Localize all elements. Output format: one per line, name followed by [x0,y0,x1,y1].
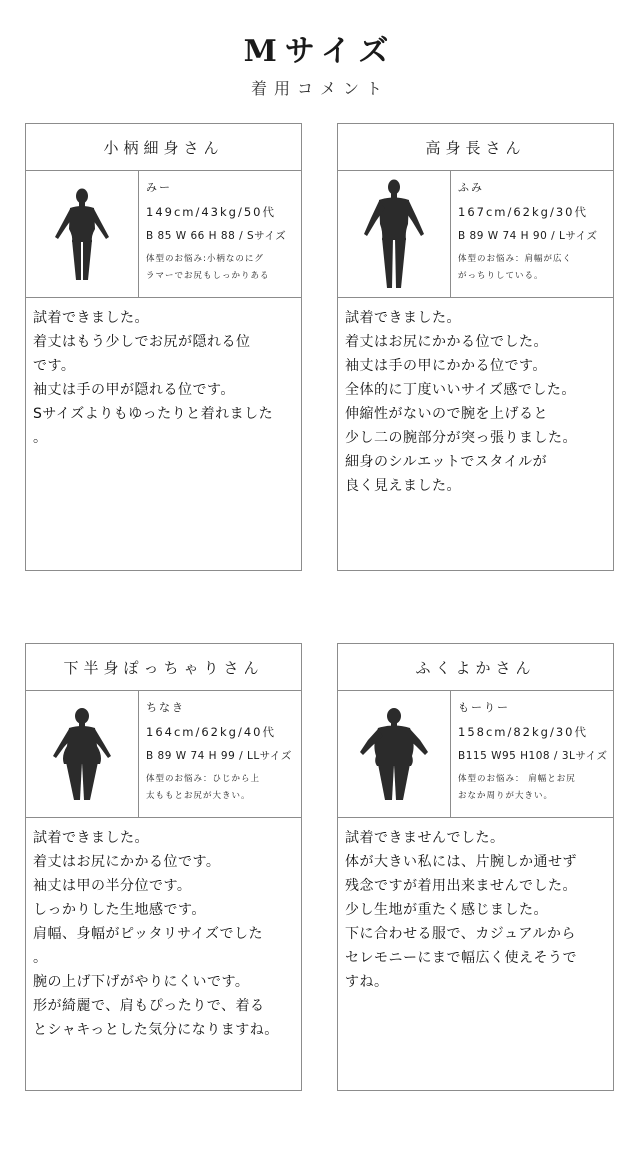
concern-line: 体型のお悩み： 肩幅とお尻 [458,774,576,784]
concern-line: 体型のお悩み：ひじから上 [146,774,261,784]
card-heading: 小柄細身さん [26,124,301,171]
comment-line: Sサイズよりもゆったりと着れました [33,406,274,422]
card-profile [338,691,613,818]
concern-line: がっちりしている。 [458,271,544,281]
review-card-tall [337,123,614,571]
concern-line: 体型のお悩み：肩幅が広く [458,254,573,264]
tall-body-silhouette-icon [338,171,451,297]
reviewer-stats: 167cm/62kg/30代 [458,205,588,219]
comment-line: すね。 [345,974,389,990]
comment-line: 試着できました。 [33,830,149,846]
comment-line: 試着できました。 [345,310,461,326]
comment-line: 残念ですが着用出来ませんでした。 [345,878,577,894]
reviewer-stats: 158cm/82kg/30代 [458,725,588,739]
comment-line: 着丈はお尻にかかる位でした。 [345,334,548,350]
comment-line: 試着できませんでした。 [345,830,505,846]
concern-line: 体型のお悩み:小柄なのにグ [146,254,264,264]
comment-line: 下に合わせる服で、カジュアルから [345,926,576,942]
reviewer-measurements: B115 W95 H108 / 3Lサイズ [458,750,608,762]
pear-shaped-body-silhouette-icon [26,691,139,817]
reviewer-stats: 164cm/62kg/40代 [146,725,276,739]
review-comment [26,818,301,1042]
body-concern [146,771,301,805]
comment-line: 体が大きい私には、片腕しか通せず [345,854,577,870]
review-comment [26,298,301,450]
comment-line: 。 [33,950,48,966]
body-concern [458,771,613,805]
comment-line: です。 [33,358,76,374]
comment-line: 少し二の腕部分が突っ張りました。 [345,430,577,446]
reviewer-measurements: B 89 W 74 H 90 / Lサイズ [458,230,598,242]
comment-line: 着丈はお尻にかかる位です。 [33,854,221,870]
comment-line: 良く見えました。 [345,478,461,494]
review-comment [338,298,613,498]
plump-body-silhouette-icon [338,691,451,817]
comment-line: 少し生地が重たく感じました。 [345,902,548,918]
card-profile [26,171,301,298]
comment-line: 着丈はもう少しでお尻が隠れる位 [33,334,251,350]
comment-line: 袖丈は手の甲が隠れる位です。 [33,382,235,398]
comment-line: 形が綺麗で、肩もぴったりで、着る [33,998,265,1014]
comment-line: 全体的に丁度いいサイズ感でした。 [345,382,576,398]
reviewer-measurements: B 85 W 66 H 88 / Sサイズ [146,230,287,242]
review-comment [338,818,613,994]
card-heading: 高身長さん [338,124,613,171]
comment-line: 袖丈は甲の半分位です。 [33,878,192,894]
reviewer-measurements: B 89 W 74 H 99 / LLサイズ [146,750,292,762]
page-subtitle: 着用コメント [250,79,389,98]
card-heading: ふくよかさん [338,644,613,691]
card-profile [338,171,613,298]
comment-line: 細身のシルエットでスタイルが [345,454,548,470]
concern-line: おなか周りが大きい。 [458,791,554,801]
comment-line: セレモニーにまで幅広く使えそうで [345,950,577,966]
reviewer-name: みー [146,181,172,194]
card-heading: 下半身ぽっちゃりさん [26,644,301,691]
comment-line: 肩幅、身幅がピッタリサイズでした [33,926,264,942]
comment-line: 。 [33,430,48,446]
body-concern [458,251,613,285]
comment-line: しっかりした生地感です。 [33,902,206,918]
slim-petite-body-silhouette-icon [26,171,139,297]
comment-line: とシャキっとした気分になりますね。 [33,1022,279,1038]
concern-line: ラマーでお尻もしっかりある [146,271,270,281]
comment-line: 試着できました。 [33,310,149,326]
body-concern [146,251,301,285]
comment-line: 腕の上げ下げがやりにくいです。 [33,974,250,990]
reviewer-stats: 149cm/43kg/50代 [146,205,276,219]
reviewer-name: ふみ [458,181,484,194]
page-title: Mサイズ [243,34,397,69]
review-card-pear [25,643,302,1091]
comment-line: 袖丈は手の甲にかかる位です。 [345,358,547,374]
reviewer-name: もーりー [458,701,510,714]
review-card-plump [337,643,614,1091]
card-profile [26,691,301,818]
concern-line: 太ももとお尻が大きい。 [146,791,251,801]
comment-line: 伸縮性がないので腕を上げると [345,406,548,422]
reviewer-name: ちなき [146,701,185,714]
review-card-petite [25,123,302,571]
